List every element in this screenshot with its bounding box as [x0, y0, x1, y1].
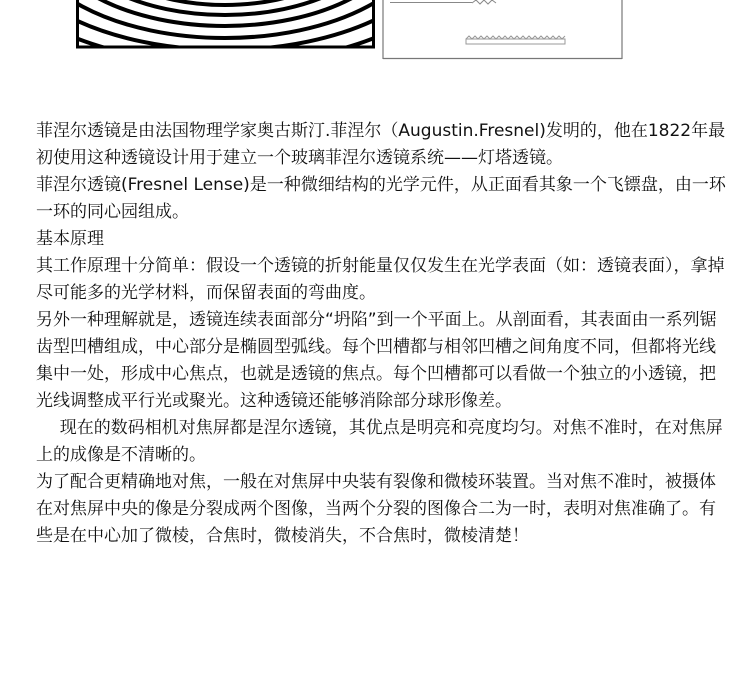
- fresnel-lens-illustration: [0, 0, 750, 62]
- paragraph-cross-section: 另外一种理解就是，透镜连续表面部分“坍陷”到一个平面上。从剖面看，其表面由一系列锯齿型凹槽组成，中心部分是椭圆型弧线。每个凹槽都与相邻凹槽之间角度不同，但都将光线集中一处，形成中心焦点，也就是透镜的焦点。每个凹槽都可以看做一个独立的小透镜，把光线调整成平行光或聚光。这种透镜还能够消除部分球形像差。: [36, 310, 717, 411]
- paragraph-history: 菲涅尔透镜是由法国物理学家奥古斯汀.菲涅尔（Augustin.Fresnel)发明的，他在1822年最初使用这种透镜设计用于建立一个玻璃菲涅尔透镜系统——灯塔透镜。: [36, 121, 726, 168]
- lens-profile-drawing: [383, 0, 622, 59]
- paragraph-working-principle: 其工作原理十分简单：假设一个透镜的折射能量仅仅发生在光学表面（如：透镜表面），拿掉尽可能多的光学材料，而保留表面的弯曲度。: [36, 256, 725, 303]
- concentric-rings-drawing: [0, 0, 477, 62]
- article-body: [36, 118, 726, 550]
- paragraph-split-image: 为了配合更精确地对焦，一般在对焦屏中央装有裂像和微棱环装置。当对焦不准时，被摄体在对焦屏中央的像是分裂成两个图像，当两个分裂的图像合二为一时，表明对焦准确了。有些是在中心加了微棱，合焦时，微棱消失，不合焦时，微棱清楚！: [36, 472, 716, 546]
- section-heading-basic-principle: 基本原理: [36, 229, 104, 249]
- paragraph-definition: 菲涅尔透镜(Fresnel Lense)是一种微细结构的光学元件，从正面看其象一个飞镖盘，由一环一环的同心园组成。: [36, 175, 726, 222]
- paragraph-camera-focus-screen: 现在的数码相机对焦屏都是涅尔透镜，其优点是明亮和亮度均匀。对焦不准时，在对焦屏上的成像是不清晰的。: [36, 418, 723, 465]
